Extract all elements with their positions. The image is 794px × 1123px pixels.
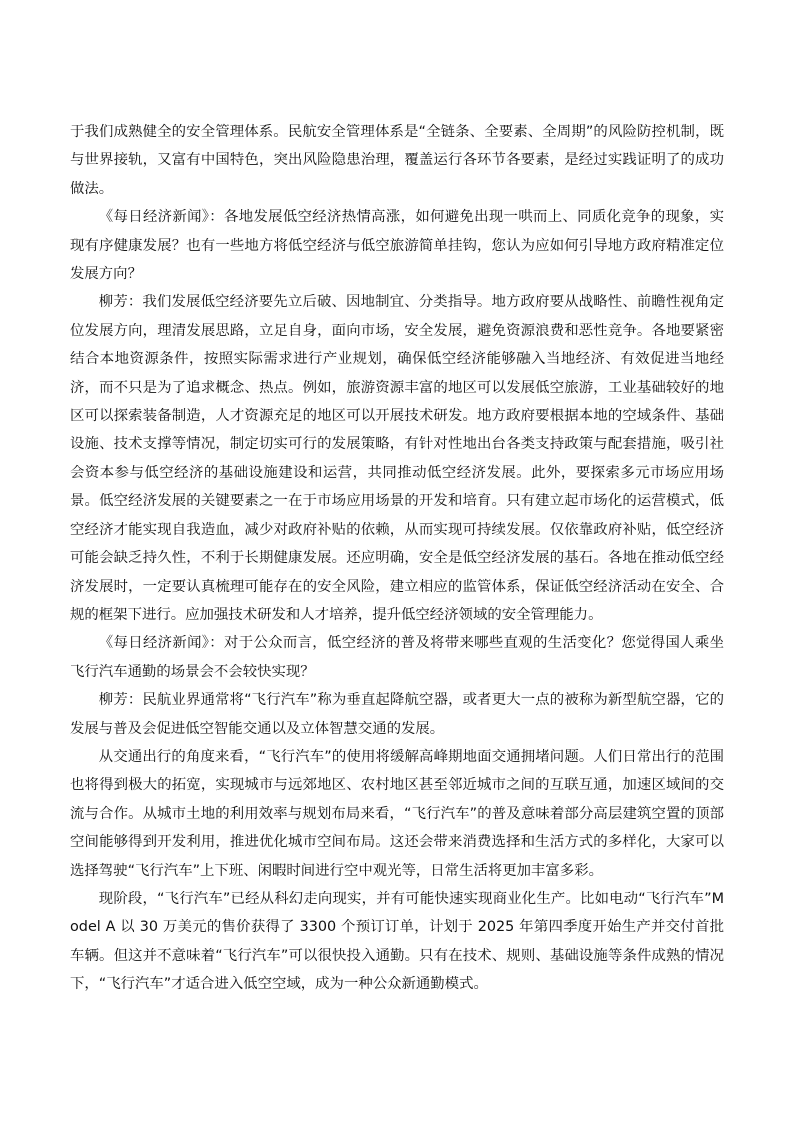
paragraph-answer-1: 柳芳：我们发展低空经济要先立后破、因地制宜、分类指导。地方政府要从战略性、前瞻性视角定位发展方向，理清发展思路，立足自身，面向市场，安全发展，避免资源浪费和恶性竞争。各地要紧密结合本地资源条件，按照实际需求进行产业规划，确保低空经济能够融入当地经济、有效促进当地经济，而不只是为了追求概念、热点。例如，旅游资源丰富的地区可以发展低空旅游，工业基础较好的地区可以探索装备制造，人才资源充足的地区可以开展技术研发。地方政府要根据本地的空域条件、基础设施、技术支撑等情况，制定切实可行的发展策略，有针对性地出台各类支持政策与配套措施，吸引社会资本参与低空经济的基础设施建设和运营，共同推动低空经济发展。此外，要探索多元市场应用场景。低空经济发展的关键要素之一在于市场应用场景的开发和培育。只有建立起市场化的运营模式，低空经济才能实现自我造血，减少对政府补贴的依赖，从而实现可持续发展。仅依靠政府补贴，低空经济可能会缺乏持久性，不利于长期健康发展。还应明确，安全是低空经济发展的基石。各地在推动低空经济发展时，一定要认真梳理可能存在的安全风险，建立相应的监管体系，保证低空经济活动在安全、合规的框架下进行。应加强技术研发和人才培养，提升低空经济领域的安全管理能力。 — [70, 294, 724, 623]
paragraph-continuation: 于我们成熟健全的安全管理体系。民航安全管理体系是“全链条、全要素、全周期”的风险防控机制，既与世界接轨，又富有中国特色，突出风险隐患治理，覆盖运行各环节各要素，是经过实践证明了的成功做法。 — [70, 124, 724, 197]
paragraph-question-2: 《每日经济新闻》：对于公众而言，低空经济的普及将带来哪些直观的生活变化？您觉得国人乘坐飞行汽车通勤的场景会不会较快实现？ — [70, 635, 724, 680]
paragraph-answer-2-traffic: 从交通出行的角度来看，“飞行汽车”的使用将缓解高峰期地面交通拥堵问题。人们日常出行的范围也将得到极大的拓宽，实现城市与远郊地区、农村地区甚至邻近城市之间的互联互通，加速区域间的交流与合作。从城市土地的利用效率与规划布局来看，“飞行汽车”的普及意味着部分高层建筑空置的顶部空间能够得到开发利用，推进优化城市空间布局。这还会带来消费选择和生活方式的多样化，大家可以选择驾驶“飞行汽车”上下班、闲暇时间进行空中观光等，日常生活将更加丰富多彩。 — [70, 748, 724, 879]
paragraph-answer-2-current-stage: 现阶段，“飞行汽车”已经从科幻走向现实，并有可能快速实现商业化生产。比如电动“飞行汽车”Model A 以 30 万美元的售价获得了 3300 个预订订单，计划于 2025 年第四季度开始生产并交付首批车辆。但这并不意味着“飞行汽车”可以很快投入通勤。只有在技术、规则、基础设施等条件成熟的情况下，“飞行汽车”才适合进入低空空域，成为一种公众新通勤模式。 — [70, 890, 724, 993]
paragraph-question-1: 《每日经济新闻》：各地发展低空经济热情高涨，如何避免出现一哄而上、同质化竞争的现象，实现有序健康发展？也有一些地方将低空经济与低空旅游简单挂钩，您认为应如何引导地方政府精准定位发展方向？ — [70, 209, 724, 283]
document-body — [70, 118, 724, 999]
paragraph-answer-2: 柳芳：民航业界通常将“飞行汽车”称为垂直起降航空器，或者更大一点的被称为新型航空器，它的发展与普及会促进低空智能交通以及立体智慧交通的发展。 — [70, 692, 724, 737]
